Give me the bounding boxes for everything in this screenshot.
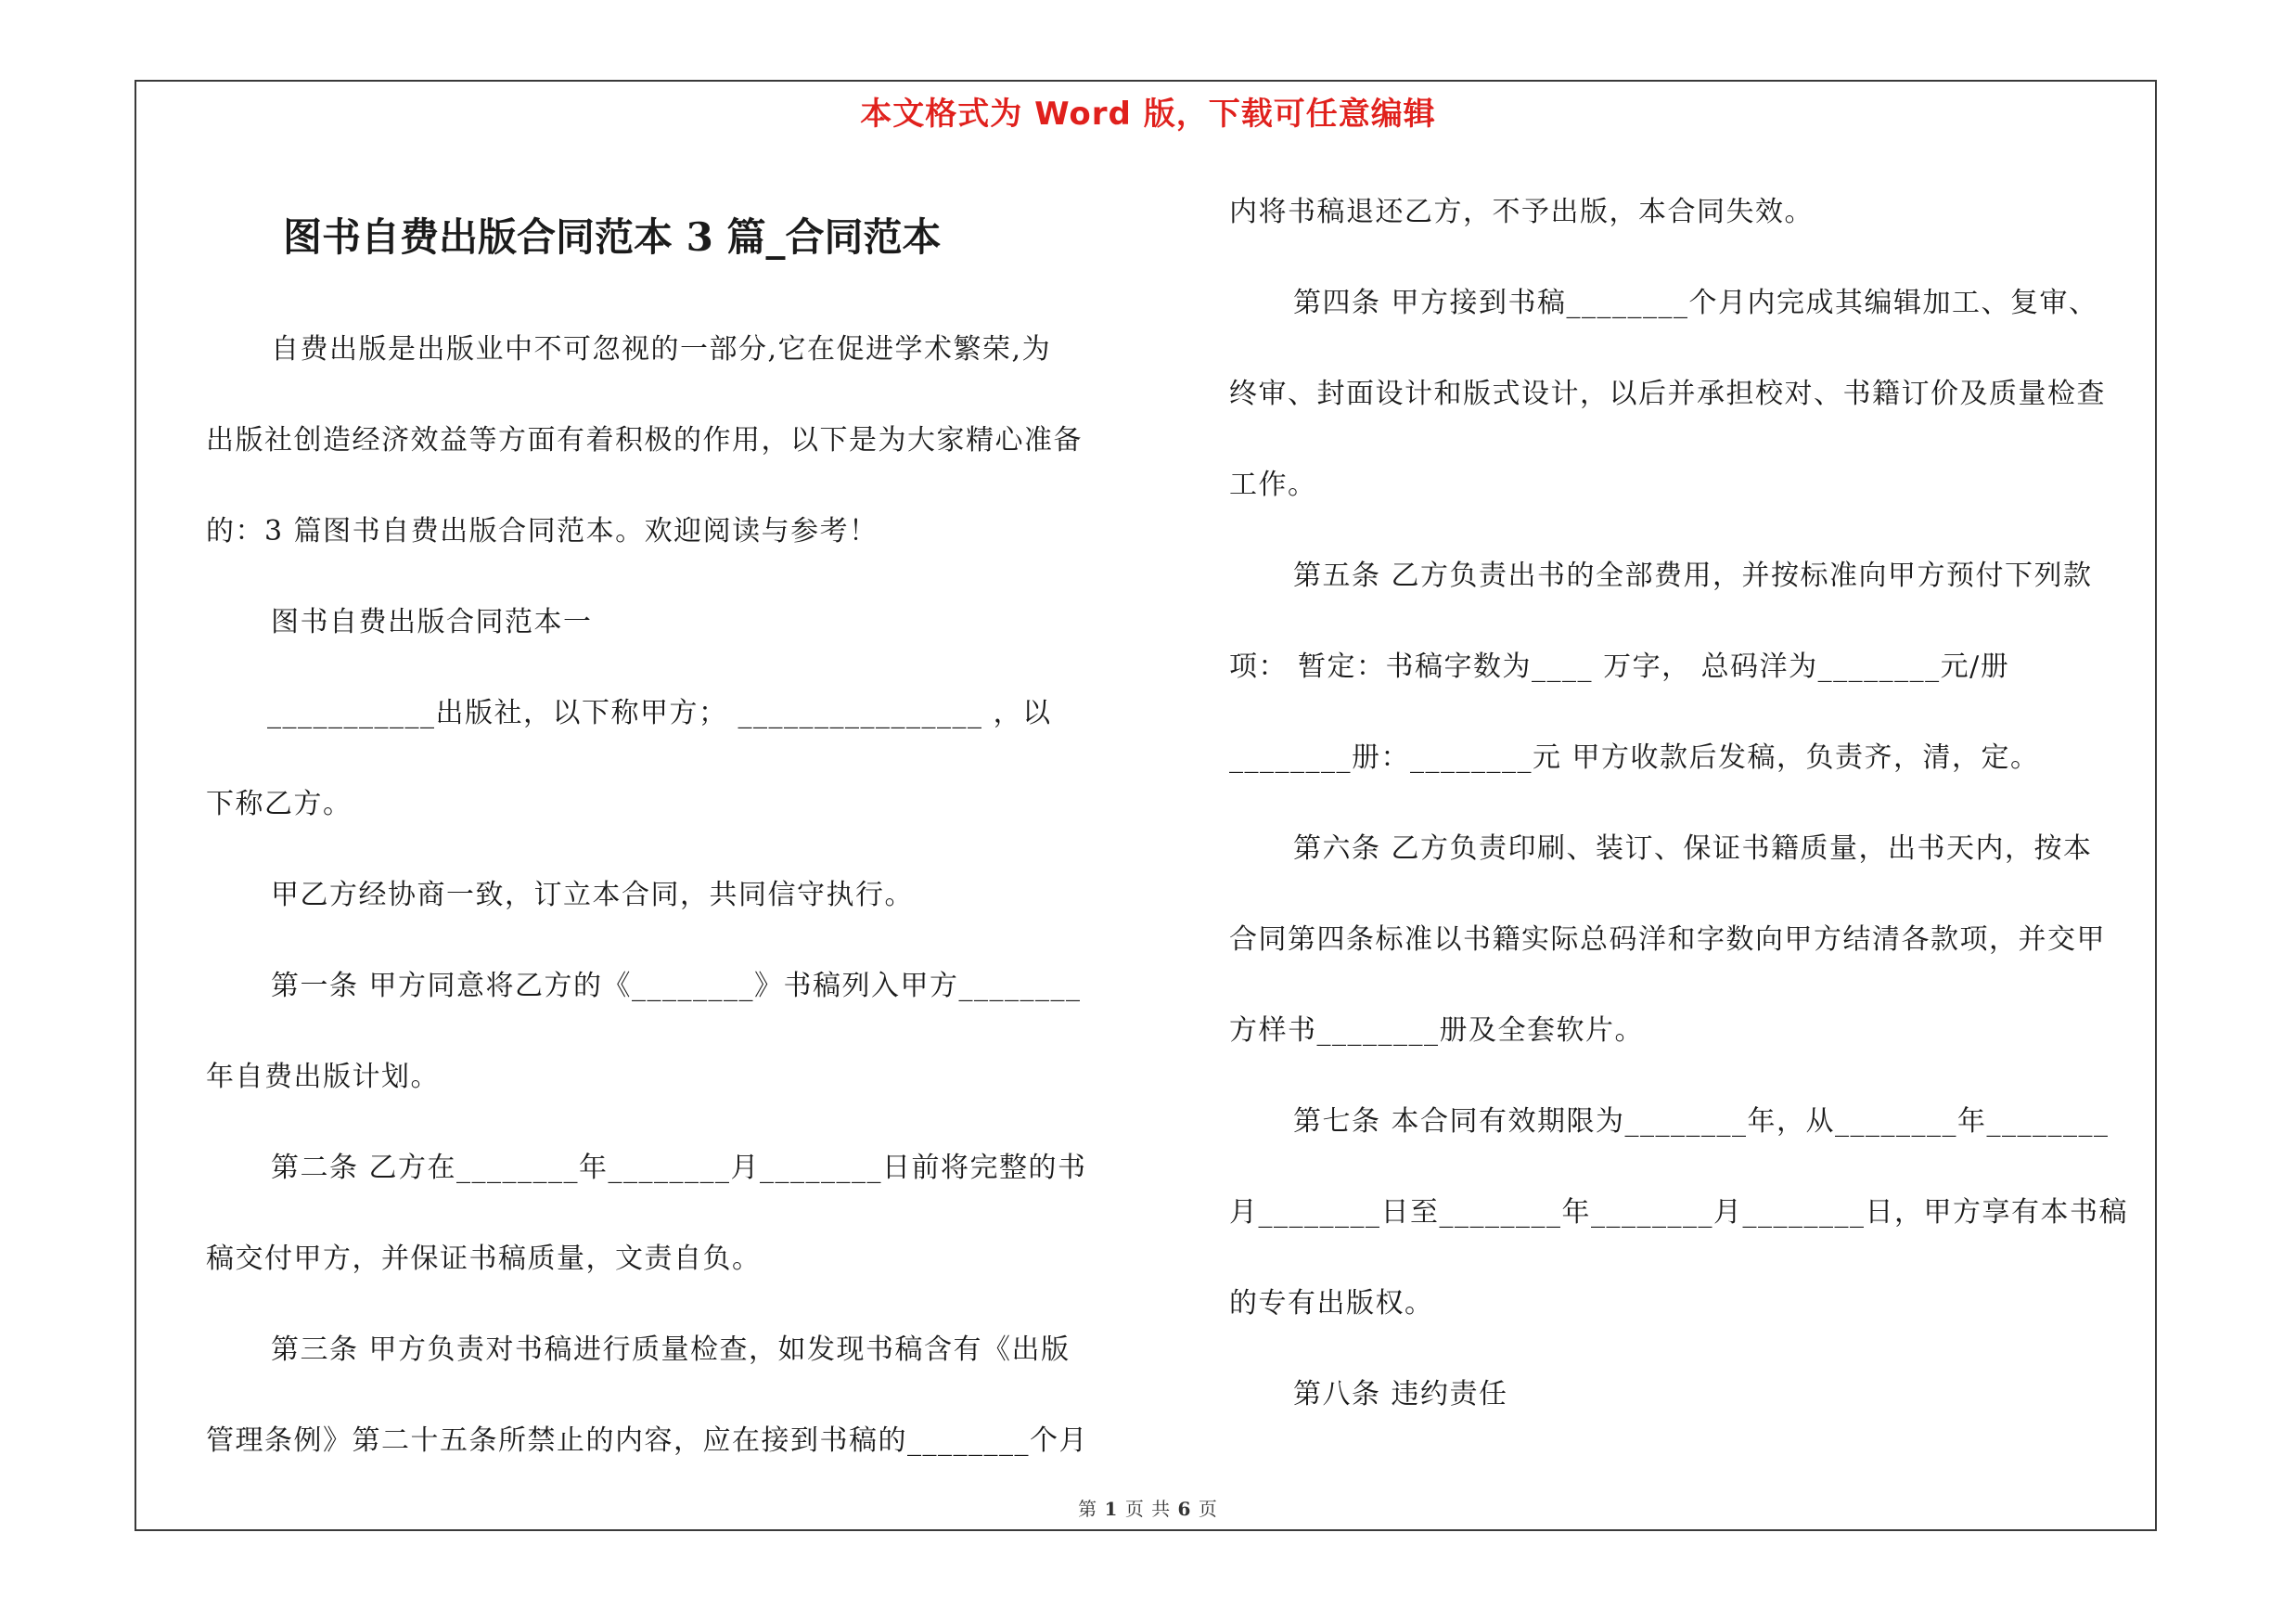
paragraph-line: 甲乙方经协商一致，订立本合同，共同信守执行。 — [271, 879, 914, 911]
clause-line: 第五条 乙方负责出书的全部费用，并按标准向甲方预付下列款 — [1293, 560, 2093, 592]
footer-prefix: 第 — [1078, 1498, 1098, 1520]
paragraph-line: 的：3 篇图书自费出版合同范本。欢迎阅读与参考！ — [206, 515, 879, 547]
section-heading: 图书自费出版合同范本一 — [271, 606, 593, 638]
footer-middle: 页 共 — [1124, 1498, 1172, 1520]
clause-line: 方样书________册及全套软片。 — [1229, 1014, 1644, 1047]
clause-line: 第二条 乙方在________年________月________日前将完整的书 — [271, 1152, 1087, 1184]
page-footer — [0, 1494, 2296, 1521]
clause-line: 第六条 乙方负责印刷、装订、保证书籍质量，出书天内，按本 — [1293, 832, 2093, 865]
clause-line: 稿交付甲方，并保证书稿质量，文责自负。 — [206, 1243, 762, 1275]
paragraph-line: 出版社创造经济效益等方面有着积极的作用，以下是为大家精心准备 — [206, 424, 1083, 457]
footer-suffix: 页 — [1198, 1498, 1218, 1520]
paragraph-line: 下称乙方。 — [206, 788, 353, 820]
paragraph-line: 自费出版是出版业中不可忽视的一部分,它在促进学术繁荣,为 — [271, 333, 1052, 366]
paragraph-line: ___________出版社，以下称甲方； ________________ ，以 — [267, 697, 1052, 729]
clause-line: 第一条 甲方同意将乙方的《________》书稿列入甲方________ — [271, 970, 1082, 1002]
clause-line: 月________日至________年________月________日，甲方享有本书稿 — [1229, 1196, 2128, 1229]
document-title: 图书自费出版合同范本 3 篇_合同范本 — [283, 214, 942, 260]
clause-line: 项： 暂定：书稿字数为____ 万字， 总码洋为________元/册 — [1229, 650, 2010, 683]
clause-line: 工作。 — [1229, 469, 1317, 501]
clause-line: 第三条 甲方负责对书稿进行质量检查，如发现书稿含有《出版 — [271, 1333, 1071, 1366]
clause-line: 年自费出版计划。 — [206, 1061, 440, 1093]
clause-line: 终审、封面设计和版式设计，以后并承担校对、书籍订价及质量检查 — [1229, 378, 2106, 410]
clause-line: 内将书稿退还乙方，不予出版，本合同失效。 — [1229, 196, 1814, 228]
clause-line: 第八条 违约责任 — [1293, 1378, 1508, 1410]
clause-line: 合同第四条标准以书籍实际总码洋和字数向甲方结清各款项，并交甲 — [1229, 923, 2106, 956]
footer-current-page: 1 — [1104, 1498, 1119, 1520]
clause-line: 第七条 本合同有效期限为________年，从________年________ — [1293, 1105, 2110, 1138]
format-banner: 本文格式为 Word 版，下载可任意编辑 — [860, 96, 1436, 133]
clause-line: ________册：________元 甲方收款后发稿，负责齐，清，定。 — [1229, 741, 2040, 774]
clause-line: 管理条例》第二十五条所禁止的内容，应在接到书稿的________个月 — [206, 1424, 1088, 1457]
footer-total-pages: 6 — [1177, 1498, 1192, 1520]
clause-line: 的专有出版权。 — [1229, 1287, 1434, 1320]
clause-line: 第四条 甲方接到书稿________个月内完成其编辑加工、复审、 — [1293, 287, 2098, 319]
